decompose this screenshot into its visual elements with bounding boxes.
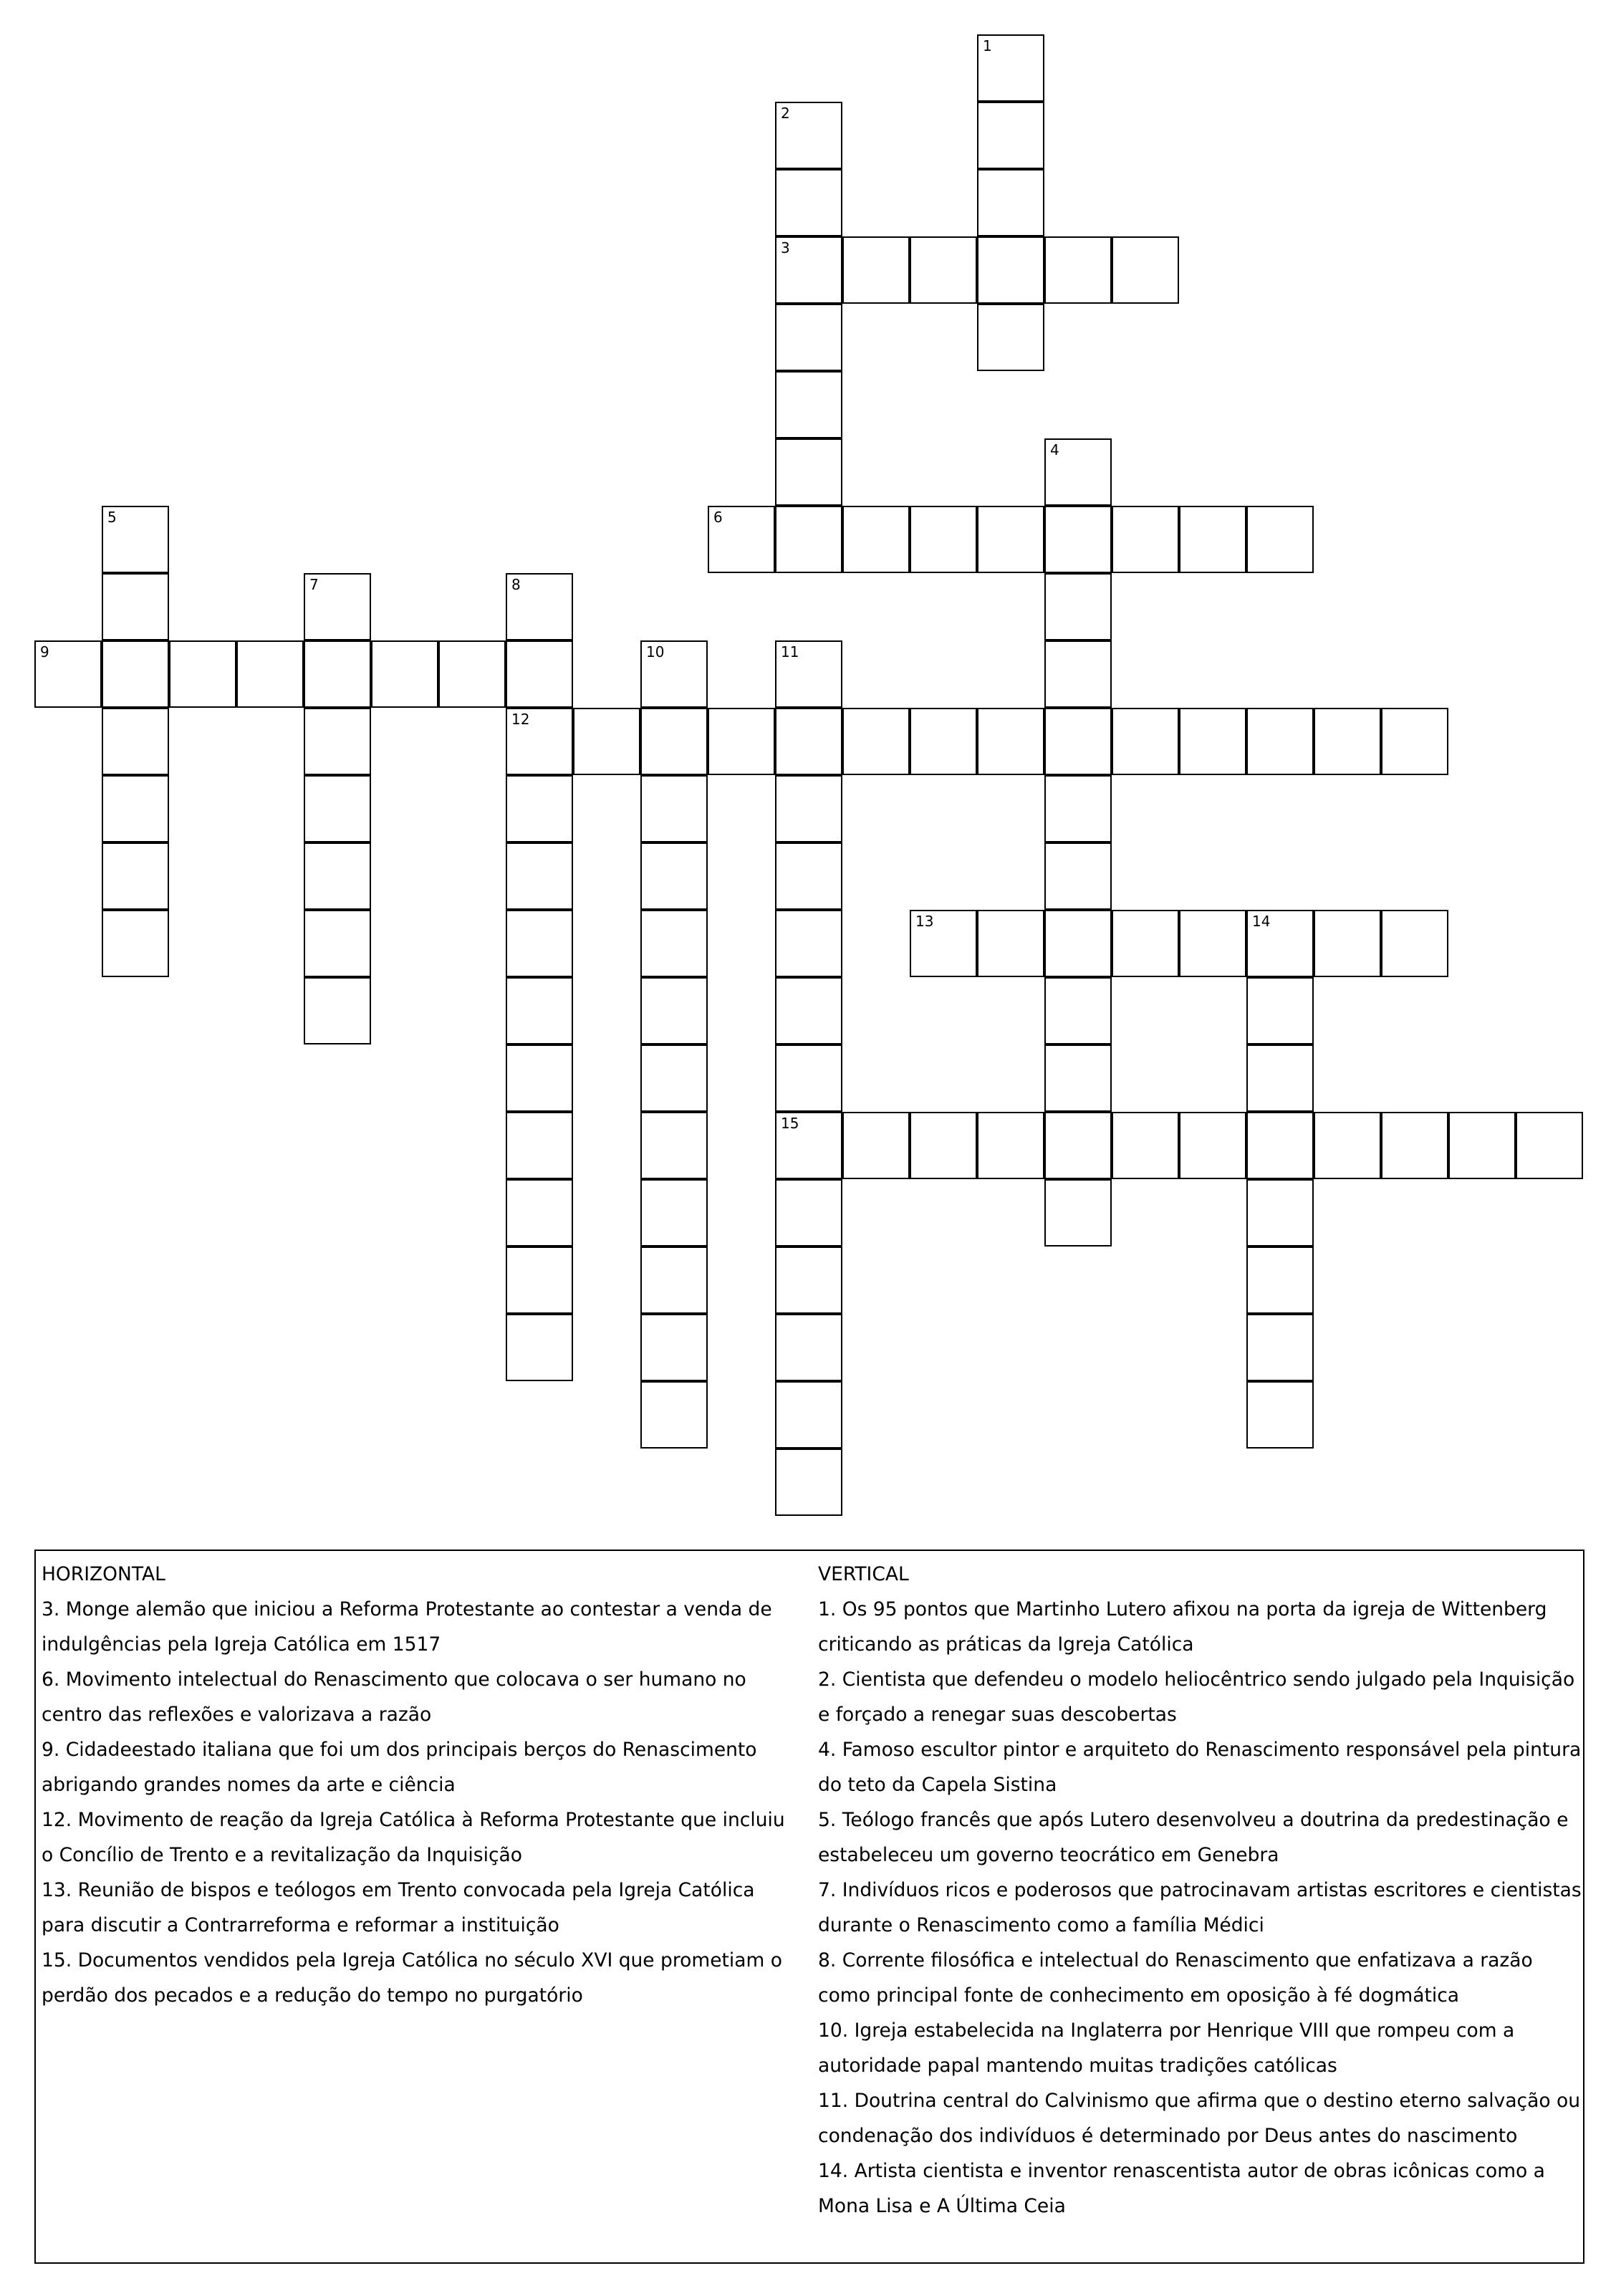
grid-cell[interactable] xyxy=(775,1247,842,1314)
grid-cell[interactable] xyxy=(640,910,708,977)
clue-vertical-11: 11. Doutrina central do Calvinismo que afirma que o destino eterno salvação ou condenação dos indivíduos é determinado por Deus antes do nascimento xyxy=(818,2090,1581,2147)
grid-cell[interactable] xyxy=(910,1112,977,1179)
grid-cell[interactable] xyxy=(102,506,169,573)
grid-cell[interactable] xyxy=(842,236,910,304)
grid-cell[interactable] xyxy=(1516,1112,1583,1179)
grid-cell[interactable] xyxy=(1112,1112,1179,1179)
grid-cell[interactable] xyxy=(977,169,1044,236)
grid-cell[interactable] xyxy=(1381,708,1448,775)
grid-cell[interactable] xyxy=(910,236,977,304)
grid-cell[interactable] xyxy=(506,640,573,708)
grid-cell[interactable] xyxy=(775,304,842,371)
clue-vertical-5: 5. Teólogo francês que após Lutero desenvolveu a doutrina da predestinação e estabeleceu um governo teocrático em Genebra xyxy=(818,1809,1569,1866)
clue-vertical-8: 8. Corrente filosófica e intelectual do Renascimento que enfatizava a razão como principal fonte de conhecimento em oposição à fé dogmática xyxy=(818,1949,1533,2007)
grid-cell[interactable] xyxy=(102,842,169,910)
grid-cell[interactable] xyxy=(1112,910,1179,977)
grid-cell[interactable] xyxy=(640,708,708,775)
clue-horizontal-3: 3. Monge alemão que iniciou a Reforma Protestante ao contestar a venda de indulgências pela Igreja Católica em 1517 xyxy=(42,1598,772,1656)
grid-cell[interactable] xyxy=(775,910,842,977)
grid-cell[interactable] xyxy=(775,708,842,775)
grid-cell[interactable] xyxy=(34,640,102,708)
grid-cell[interactable] xyxy=(977,102,1044,169)
clue-number: 10 xyxy=(646,643,665,661)
grid-cell[interactable] xyxy=(977,910,1044,977)
grid-cell[interactable] xyxy=(640,1314,708,1381)
grid-cell[interactable] xyxy=(842,1112,910,1179)
grid-cell[interactable] xyxy=(1246,1179,1314,1247)
grid-cell[interactable] xyxy=(775,1314,842,1381)
clue-vertical-14: 14. Artista cientista e inventor renascentista autor de obras icônicas como a Mona Lisa e A Última Ceia xyxy=(818,2160,1545,2217)
grid-cell[interactable] xyxy=(708,506,775,573)
grid-cell[interactable] xyxy=(1044,640,1112,708)
grid-cell[interactable] xyxy=(304,775,371,842)
grid-cell[interactable] xyxy=(708,708,775,775)
grid-cell[interactable] xyxy=(1044,236,1112,304)
grid-cell[interactable] xyxy=(506,775,573,842)
grid-cell[interactable] xyxy=(1246,1381,1314,1449)
grid-cell[interactable] xyxy=(102,775,169,842)
grid-cell[interactable] xyxy=(1044,1044,1112,1112)
grid-cell[interactable] xyxy=(640,1381,708,1449)
grid-cell[interactable] xyxy=(1044,842,1112,910)
grid-cell[interactable] xyxy=(640,775,708,842)
grid-cell[interactable] xyxy=(506,842,573,910)
grid-cell[interactable] xyxy=(102,910,169,977)
grid-cell[interactable] xyxy=(304,573,371,640)
grid-cell[interactable] xyxy=(1314,910,1381,977)
grid-cell[interactable] xyxy=(1044,1112,1112,1179)
grid-cell[interactable] xyxy=(506,910,573,977)
grid-cell[interactable] xyxy=(1112,708,1179,775)
grid-cell[interactable] xyxy=(640,1179,708,1247)
grid-cell[interactable] xyxy=(1246,506,1314,573)
grid-cell[interactable] xyxy=(506,573,573,640)
grid-cell[interactable] xyxy=(1044,506,1112,573)
grid-cell[interactable] xyxy=(1314,708,1381,775)
clue-number: 13 xyxy=(915,913,934,930)
clue-vertical-2: 2. Cientista que defendeu o modelo heliocêntrico sendo julgado pela Inquisição e forçado a renegar suas descobertas xyxy=(818,1668,1575,1726)
grid-cell[interactable] xyxy=(1246,977,1314,1044)
grid-cell[interactable] xyxy=(506,1044,573,1112)
grid-cell[interactable] xyxy=(775,1449,842,1516)
grid-cell[interactable] xyxy=(1179,506,1246,573)
grid-cell[interactable] xyxy=(640,1112,708,1179)
clue-number: 7 xyxy=(309,576,319,593)
grid-cell[interactable] xyxy=(1246,910,1314,977)
grid-cell[interactable] xyxy=(304,910,371,977)
vertical-clues xyxy=(818,1557,1582,2224)
clue-vertical-4: 4. Famoso escultor pintor e arquiteto do Renascimento responsável pela pintura do teto da Capela Sistina xyxy=(818,1739,1582,1796)
grid-cell[interactable] xyxy=(977,708,1044,775)
grid-cell[interactable] xyxy=(977,304,1044,371)
grid-cell[interactable] xyxy=(169,640,236,708)
grid-cell[interactable] xyxy=(977,236,1044,304)
grid-cell[interactable] xyxy=(775,1381,842,1449)
clues-box xyxy=(34,1550,1584,2264)
grid-cell[interactable] xyxy=(304,640,371,708)
clue-vertical-7: 7. Indivíduos ricos e poderosos que patrocinavam artistas escritores e cientistas durante o Renascimento como a família Médici xyxy=(818,1879,1582,1936)
grid-cell[interactable] xyxy=(842,708,910,775)
grid-cell[interactable] xyxy=(910,506,977,573)
grid-cell[interactable] xyxy=(506,1179,573,1247)
grid-cell[interactable] xyxy=(1448,1112,1516,1179)
grid-cell[interactable] xyxy=(977,506,1044,573)
grid-cell[interactable] xyxy=(775,438,842,506)
clue-number: 12 xyxy=(511,711,530,728)
grid-cell[interactable] xyxy=(775,1179,842,1247)
grid-cell[interactable] xyxy=(775,1044,842,1112)
grid-cell[interactable] xyxy=(910,708,977,775)
grid-cell[interactable] xyxy=(1381,1112,1448,1179)
grid-cell[interactable] xyxy=(1314,1112,1381,1179)
grid-cell[interactable] xyxy=(977,1112,1044,1179)
clue-number: 6 xyxy=(713,509,723,526)
horizontal-heading: HORIZONTAL xyxy=(42,1563,165,1585)
clue-number: 2 xyxy=(781,105,790,122)
grid-cell[interactable] xyxy=(1246,1314,1314,1381)
clue-horizontal-9: 9. Cidadeestado italiana que foi um dos principais berços do Renascimento abrigando grandes nomes da arte e ciência xyxy=(42,1739,757,1796)
clue-number: 9 xyxy=(40,643,49,661)
grid-cell[interactable] xyxy=(1112,236,1179,304)
grid-cell[interactable] xyxy=(1246,1247,1314,1314)
grid-cell[interactable] xyxy=(304,708,371,775)
grid-cell[interactable] xyxy=(775,506,842,573)
grid-cell[interactable] xyxy=(506,1247,573,1314)
grid-cell[interactable] xyxy=(775,842,842,910)
grid-cell[interactable] xyxy=(1044,977,1112,1044)
grid-cell[interactable] xyxy=(775,775,842,842)
clue-number: 4 xyxy=(1050,441,1059,458)
clue-number: 5 xyxy=(107,509,117,526)
clue-number: 11 xyxy=(781,643,799,661)
grid-cell[interactable] xyxy=(102,708,169,775)
grid-cell[interactable] xyxy=(775,977,842,1044)
grid-cell[interactable] xyxy=(506,977,573,1044)
clue-horizontal-6: 6. Movimento intelectual do Renascimento que colocava o ser humano no centro das reflexões e valorizava a razão xyxy=(42,1668,746,1726)
clue-vertical-1: 1. Os 95 pontos que Martinho Lutero afixou na porta da igreja de Wittenberg criticando as práticas da Igreja Católica xyxy=(818,1598,1547,1656)
grid-cell[interactable] xyxy=(1044,1179,1112,1247)
grid-cell[interactable] xyxy=(640,977,708,1044)
grid-cell[interactable] xyxy=(1246,708,1314,775)
grid-cell[interactable] xyxy=(775,169,842,236)
clue-horizontal-12: 12. Movimento de reação da Igreja Católica à Reforma Protestante que incluiu o Concílio de Trento e a revitalização da Inquisição xyxy=(42,1809,785,1866)
grid-cell[interactable] xyxy=(438,640,506,708)
grid-cell[interactable] xyxy=(506,1314,573,1381)
clue-horizontal-15: 15. Documentos vendidos pela Igreja Católica no século XVI que prometiam o perdão dos pecados e a redução do tempo no purgatório xyxy=(42,1949,782,2007)
clue-number: 15 xyxy=(781,1115,799,1132)
grid-cell[interactable] xyxy=(640,842,708,910)
grid-cell[interactable] xyxy=(977,34,1044,102)
grid-cell[interactable] xyxy=(102,573,169,640)
grid-cell[interactable] xyxy=(910,910,977,977)
grid-cell[interactable] xyxy=(775,371,842,438)
grid-cell[interactable] xyxy=(102,640,169,708)
grid-cell[interactable] xyxy=(1112,506,1179,573)
grid-cell[interactable] xyxy=(1179,708,1246,775)
grid-cell[interactable] xyxy=(775,640,842,708)
clue-number: 8 xyxy=(511,576,521,593)
grid-cell[interactable] xyxy=(1044,438,1112,506)
grid-cell[interactable] xyxy=(506,708,573,775)
grid-cell[interactable] xyxy=(1179,910,1246,977)
grid-cell[interactable] xyxy=(304,977,371,1044)
grid-cell[interactable] xyxy=(640,1044,708,1112)
clue-vertical-10: 10. Igreja estabelecida na Inglaterra por Henrique VIII que rompeu com a autoridade papal mantendo muitas tradições católicas xyxy=(818,2019,1515,2077)
clue-number: 14 xyxy=(1252,913,1271,930)
grid-cell[interactable] xyxy=(1381,910,1448,977)
grid-cell[interactable] xyxy=(842,506,910,573)
grid-cell[interactable] xyxy=(1044,573,1112,640)
grid-cell[interactable] xyxy=(1044,708,1112,775)
clue-number: 3 xyxy=(781,239,790,256)
clue-number: 1 xyxy=(983,37,992,54)
grid-cell[interactable] xyxy=(640,1247,708,1314)
grid-cell[interactable] xyxy=(1044,775,1112,842)
grid-cell[interactable] xyxy=(236,640,304,708)
vertical-heading: VERTICAL xyxy=(818,1563,909,1585)
grid-cell[interactable] xyxy=(775,102,842,169)
grid-cell[interactable] xyxy=(640,640,708,708)
grid-cell[interactable] xyxy=(304,842,371,910)
grid-cell[interactable] xyxy=(1044,910,1112,977)
grid-cell[interactable] xyxy=(1246,1044,1314,1112)
grid-cell[interactable] xyxy=(371,640,438,708)
grid-cell[interactable] xyxy=(1246,1112,1314,1179)
grid-cell[interactable] xyxy=(775,1112,842,1179)
grid-cell[interactable] xyxy=(506,1112,573,1179)
grid-cell[interactable] xyxy=(775,236,842,304)
clue-horizontal-13: 13. Reunião de bispos e teólogos em Trento convocada pela Igreja Católica para discutir a Contrarreforma e reformar a instituição xyxy=(42,1879,755,1936)
horizontal-clues xyxy=(42,1557,801,2013)
grid-cell[interactable] xyxy=(573,708,640,775)
grid-cell[interactable] xyxy=(1179,1112,1246,1179)
